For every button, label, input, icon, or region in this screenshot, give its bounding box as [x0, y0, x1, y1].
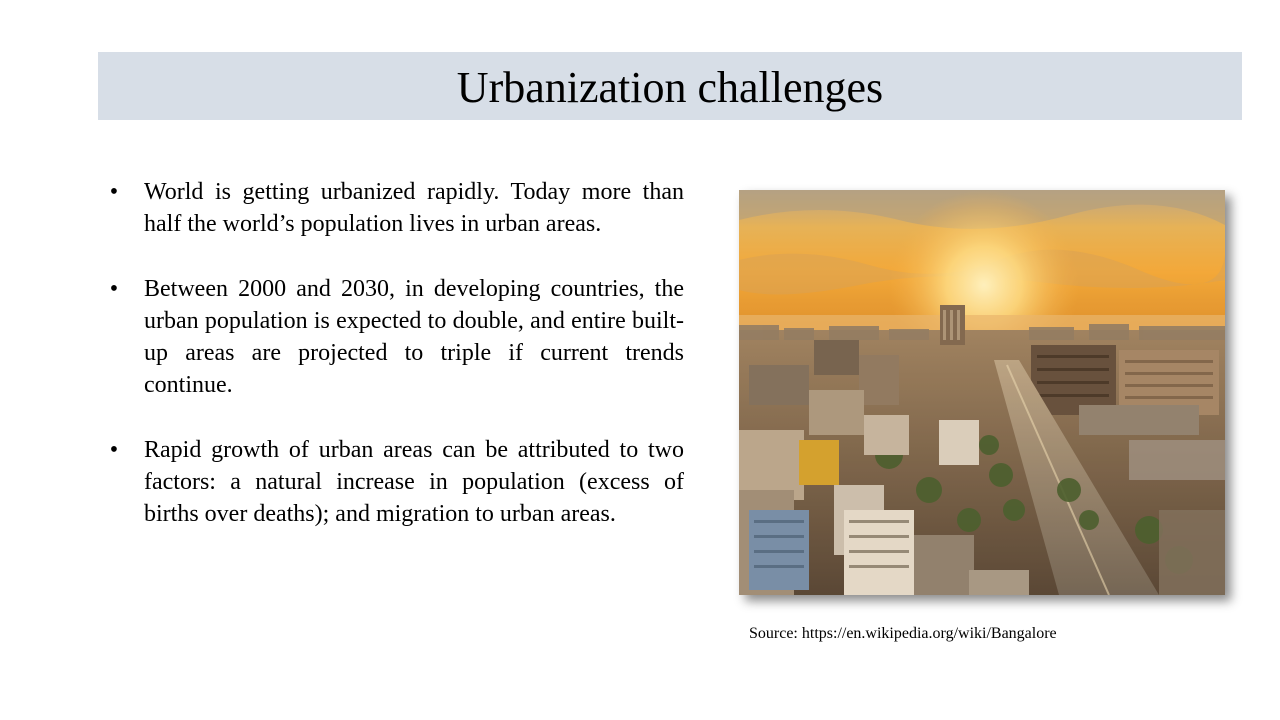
city-skyline-illustration — [739, 190, 1225, 595]
bullet-dot-icon: • — [109, 179, 119, 205]
city-skyline-photo — [739, 190, 1225, 595]
slide-title: Urbanization challenges — [456, 63, 884, 112]
image-source-caption: Source: https://en.wikipedia.org/wiki/Bangalore — [749, 625, 1057, 642]
title-bar — [98, 52, 1242, 120]
bullet-text: Rapid growth of urban areas can be attributed to two factors: a natural increase in population (excess of births over deaths); and migration to urban areas. — [144, 437, 684, 527]
bullet-text: Between 2000 and 2030, in developing countries, the urban population is expected to double, and entire built-up areas are projected to triple if current trends continue. — [144, 276, 684, 398]
bullet-list — [104, 176, 684, 563]
bullet-item — [104, 176, 684, 240]
bullet-dot-icon: • — [109, 437, 119, 463]
bullet-item — [104, 273, 684, 401]
bullet-item — [104, 434, 684, 530]
bullet-text: World is getting urbanized rapidly. Today more than half the world’s population lives in urban areas. — [144, 179, 684, 237]
bullet-dot-icon: • — [109, 276, 119, 302]
